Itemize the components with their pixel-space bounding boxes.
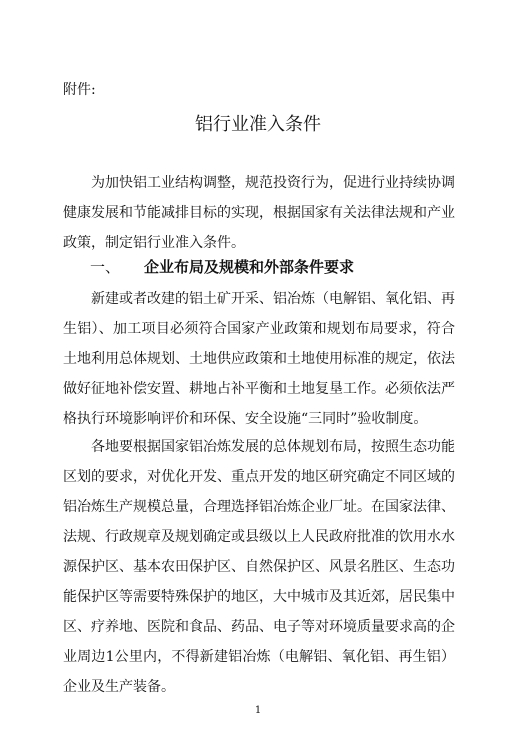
section-paragraph-2: 各地要根据国家铝冶炼发展的总体规划布局，按照生态功能区划的要求，对优化开发、重点开发的地区研究确定不同区域的铝冶炼生产规模总量，合理选择铝冶炼企业厂址。在国家法律、法规、行政规章及规划确定或县级以上人民政府批准的饮用水水源保护区、基本农田保护区、自然保护区、风景名胜区、生态功能保护区等需要特殊保护的地区，大中城市及其近郊，居民集中区、疗养地、医院和食品、药品、电子等对环境质量要求高的企业周边1公里内，不得新建铝冶炼（电解铝、氧化铝、再生铝）企业及生产装备。 <box>63 439 455 695</box>
intro-paragraph: 为加快铝工业结构调整，规范投资行为，促进行业持续协调健康发展和节能减排目标的实现，根据国家有关法律法规和产业政策，制定铝行业准入条件。 <box>63 175 455 251</box>
document-title: 铝行业准入条件 <box>195 114 321 135</box>
section-heading-text: 企业布局及规模和外部条件要求 <box>144 258 355 276</box>
section-heading <box>90 256 354 278</box>
section-number: 一、 <box>90 258 121 276</box>
page-number: 1 <box>254 705 262 716</box>
attachment-label: 附件: <box>63 82 96 98</box>
section-paragraph-1: 新建或者改建的铝土矿开采、铝冶炼（电解铝、氧化铝、再生铝）、加工项目必须符合国家产业政策和规划布局要求，符合土地利用总体规划、土地供应政策和土地使用标准的规定，依法做好征地补偿安置、耕地占补平衡和土地复垦工作。必须依法严格执行环境影响评价和环保、安全设施“三同时”验收制度。 <box>63 291 455 427</box>
